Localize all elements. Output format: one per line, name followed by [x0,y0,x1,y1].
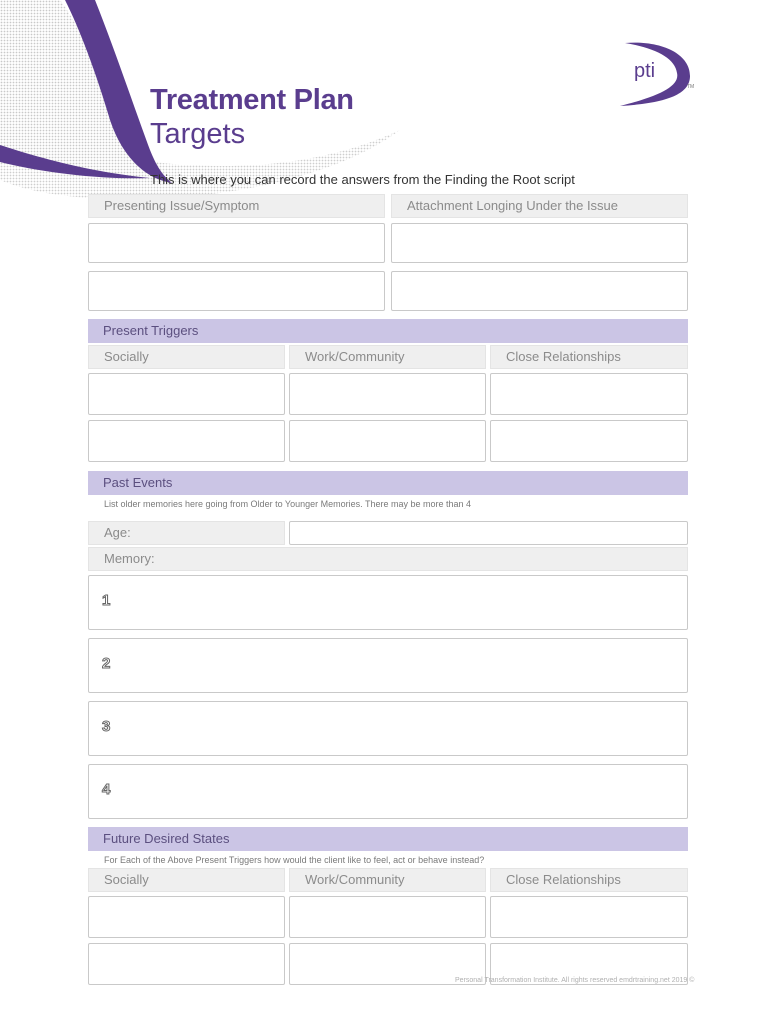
presenting-issue-field-1[interactable] [88,223,385,263]
triggers-close-header: Close Relationships [490,345,688,369]
triggers-close-field-2[interactable] [490,420,688,462]
triggers-socially-header: Socially [88,345,285,369]
memory-number-1: 1 [102,592,111,609]
memory-field-3[interactable] [88,701,688,756]
triggers-work-field-2[interactable] [289,420,486,462]
future-socially-field-2[interactable] [88,943,285,985]
future-close-field-1[interactable] [490,896,688,938]
attachment-longing-header: Attachment Longing Under the Issue [391,194,688,218]
logo-trademark: TM [687,84,695,90]
future-states-title: Future Desired States [88,827,688,851]
triggers-socially-field-1[interactable] [88,373,285,415]
copyright-footer: Personal Transformation Institute. All rights reserved emdrtraining.net 2019 © [455,977,695,984]
memory-label: Memory: [88,547,688,571]
memory-number-2: 2 [102,655,111,672]
pti-logo [615,38,695,108]
age-label: Age: [88,521,285,545]
attachment-longing-field-1[interactable] [391,223,688,263]
page-subtitle: Targets [150,118,246,150]
past-events-title: Past Events [88,471,688,495]
page-title: Treatment Plan [150,84,354,116]
future-close-header: Close Relationships [490,868,688,892]
future-work-header: Work/Community [289,868,486,892]
future-states-instruction: For Each of the Above Present Triggers how would the client like to feel, act or behave instead? [104,855,485,865]
triggers-close-field-1[interactable] [490,373,688,415]
logo-text: pti [634,60,656,82]
future-work-field-1[interactable] [289,896,486,938]
past-events-instruction: List older memories here going from Older to Younger Memories. There may be more than 4 [104,499,472,509]
memory-field-2[interactable] [88,638,688,693]
attachment-longing-field-2[interactable] [391,271,688,311]
triggers-work-field-1[interactable] [289,373,486,415]
presenting-issue-header: Presenting Issue/Symptom [88,194,385,218]
present-triggers-title: Present Triggers [88,319,688,343]
memory-field-4[interactable] [88,764,688,819]
age-input[interactable] [289,521,688,545]
intro-text: This is where you can record the answers from the Finding the Root script [150,172,575,187]
memory-field-1[interactable] [88,575,688,630]
triggers-work-header: Work/Community [289,345,486,369]
memory-number-4: 4 [102,781,111,798]
memory-number-3: 3 [102,718,111,735]
presenting-issue-field-2[interactable] [88,271,385,311]
triggers-socially-field-2[interactable] [88,420,285,462]
future-socially-header: Socially [88,868,285,892]
future-socially-field-1[interactable] [88,896,285,938]
